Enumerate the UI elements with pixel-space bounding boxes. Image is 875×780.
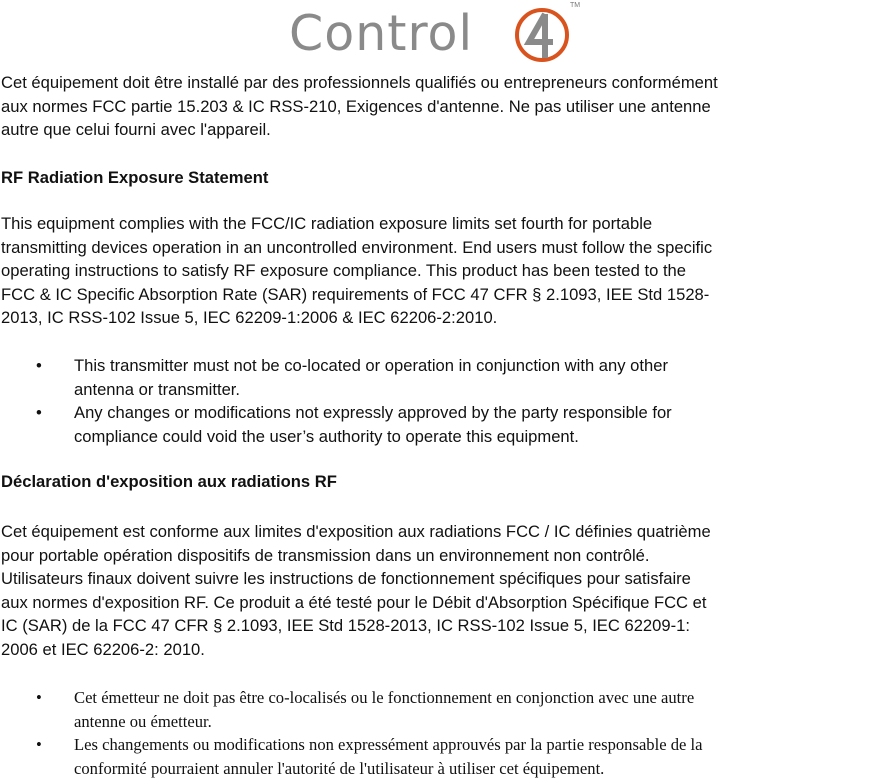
- logo-trademark: TM: [570, 2, 581, 9]
- text-line: autre que celui fourni avec l'appareil.: [1, 120, 271, 139]
- rf-exposure-heading-fr: Déclaration d'exposition aux radiations RF: [1, 472, 337, 491]
- text-line: Utilisateurs finaux doivent suivre les instructions de fonctionnement spécifiques pour satisfaire: [1, 569, 691, 588]
- text-line: aux normes FCC partie 15.203 & IC RSS-210, Exigences d'antenne. Ne pas utiliser une antenne: [1, 96, 711, 116]
- rf-exposure-heading: RF Radiation Exposure Statement: [1, 168, 269, 187]
- rf-exposure-bullet-list-fr: [0, 686, 875, 780]
- list-item-line: compliance could void the user’s authority to operate this equipment.: [74, 426, 579, 446]
- control4-logo: [289, 0, 589, 66]
- bullet-icon: •: [36, 735, 42, 754]
- logo-4-mark-icon: [515, 2, 571, 64]
- list-item-line: Cet émetteur ne doit pas être co-localisés ou le fonctionnement en conjonction avec une autre: [74, 688, 695, 707]
- bullet-icon: •: [36, 356, 42, 375]
- list-item: [0, 401, 875, 448]
- rf-exposure-bullet-list: [0, 354, 875, 448]
- list-item: [0, 733, 875, 780]
- text-line: Cet équipement doit être installé par des professionnels qualifiés ou entrepreneurs conformément: [1, 73, 718, 92]
- bullet-icon: •: [36, 688, 42, 707]
- list-item-line: This transmitter must not be co-located or operation in conjunction with any other: [74, 356, 668, 375]
- list-item-line: antenne ou émetteur.: [74, 711, 212, 731]
- text-line: This equipment complies with the FCC/IC radiation exposure limits set fourth for portable: [1, 214, 653, 233]
- list-item-line: conformité pourraient annuler l'autorité de l'utilisateur à utiliser cet équipement.: [74, 758, 605, 778]
- text-line: transmitting devices operation in an uncontrolled environment. End users must follow the specific: [1, 237, 713, 257]
- text-line: pour portable opération dispositifs de transmission dans un environnement non contrôlé.: [1, 545, 650, 565]
- text-line: FCC & IC Specific Absorption Rate (SAR) requirements of FCC 47 CFR § 2.1093, IEE Std 1528-: [1, 284, 710, 304]
- intro-paragraph-fr: [1, 71, 875, 142]
- list-item: [0, 686, 875, 733]
- rf-exposure-paragraph: [1, 212, 875, 330]
- rf-exposure-paragraph-fr: [1, 520, 875, 661]
- text-line: operating instructions to satisfy RF exposure compliance. This product has been tested to the: [1, 261, 687, 280]
- logo-wordmark: Control: [289, 5, 474, 62]
- text-line: Cet équipement est conforme aux limites d'exposition aux radiations FCC / IC définies quatrième: [1, 522, 711, 541]
- text-line: 2013, IC RSS-102 Issue 5, IEC 62209-1:2006 & IEC 62206-2:2010.: [1, 308, 498, 327]
- text-line: IC (SAR) de la FCC 47 CFR § 2.1093, IEE Std 1528-2013, IC RSS-102 Issue 5, IEC 62209-1:: [1, 616, 690, 635]
- bullet-icon: •: [36, 403, 42, 422]
- text-line: 2006 et IEC 62206-2: 2010.: [1, 639, 205, 659]
- list-item-line: Les changements ou modifications non expressément approuvés par la partie responsable de la: [74, 735, 703, 754]
- list-item-line: antenna or transmitter.: [74, 379, 241, 399]
- list-item-line: Any changes or modifications not expressly approved by the party responsible for: [74, 403, 672, 422]
- text-line: aux normes d'exposition RF. Ce produit a été testé pour le Débit d'Absorption Spécifique FCC et: [1, 592, 707, 612]
- list-item: [0, 354, 875, 401]
